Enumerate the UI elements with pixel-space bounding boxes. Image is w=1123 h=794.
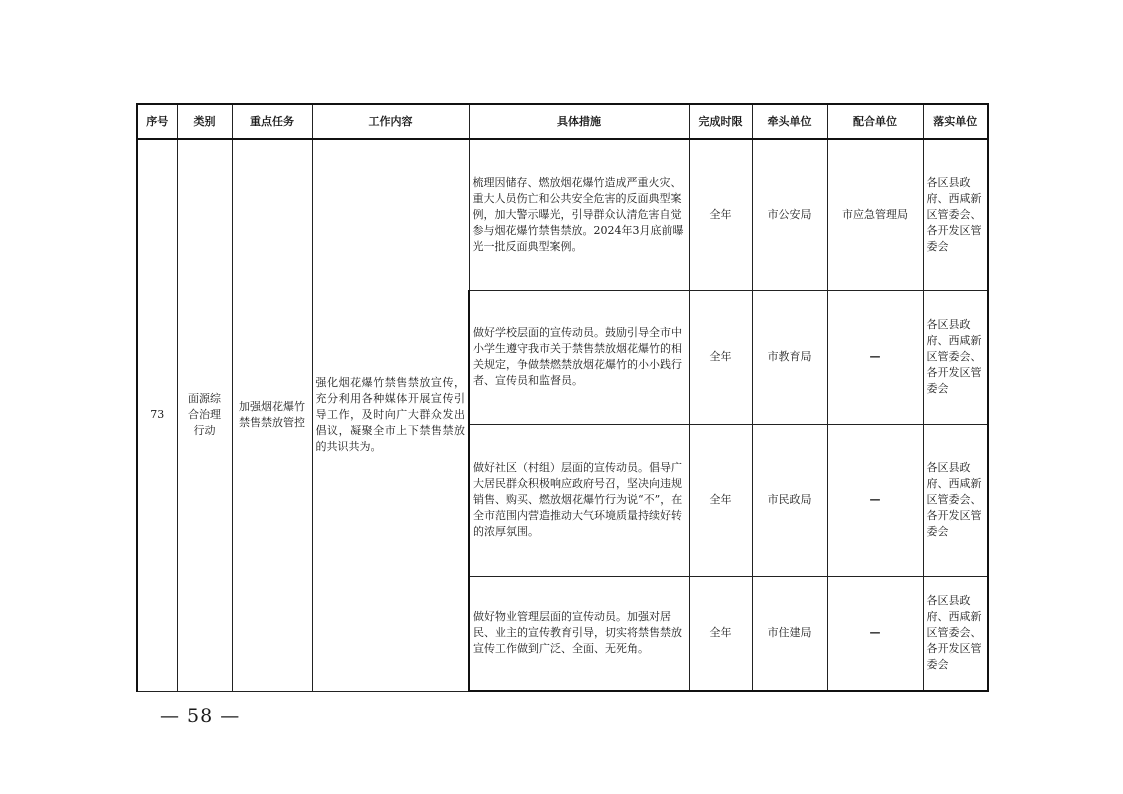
header-category: 类别 — [177, 104, 232, 139]
header-lead: 牵头单位 — [752, 104, 827, 139]
header-content: 工作内容 — [312, 104, 469, 139]
header-coop: 配合单位 — [827, 104, 923, 139]
impl-cell: 各区县政府、西咸新区管委会、各开发区管委会 — [923, 139, 988, 290]
impl-cell: 各区县政府、西咸新区管委会、各开发区管委会 — [923, 424, 988, 576]
coop-cell: 市应急管理局 — [827, 139, 923, 290]
header-row — [137, 104, 988, 139]
lead-cell: 市民政局 — [752, 424, 827, 576]
seq-cell: 73 — [137, 139, 177, 691]
coop-cell: — — [827, 424, 923, 576]
measure-cell: 做好学校层面的宣传动员。鼓励引导全市中小学生遵守我市关于禁售禁放烟花爆竹的相关规定，争做禁燃禁放烟花爆竹的小小践行者、宣传员和监督员。 — [469, 290, 689, 424]
header-deadline: 完成时限 — [689, 104, 752, 139]
measure-cell: 梳理因储存、燃放烟花爆竹造成严重火灾、重大人员伤亡和公共安全危害的反面典型案例，加大警示曝光，引导群众认清危害自觉参与烟花爆竹禁售禁放。2024年3月底前曝光一批反面典型案例。 — [469, 139, 689, 290]
header-measure: 具体措施 — [469, 104, 689, 139]
deadline-cell: 全年 — [689, 290, 752, 424]
impl-cell: 各区县政府、西咸新区管委会、各开发区管委会 — [923, 290, 988, 424]
task-cell: 加强烟花爆竹禁售禁放管控 — [232, 139, 312, 691]
deadline-cell: 全年 — [689, 576, 752, 691]
deadline-cell: 全年 — [689, 139, 752, 290]
table-row — [137, 139, 988, 290]
header-task: 重点任务 — [232, 104, 312, 139]
content-cell: 强化烟花爆竹禁售禁放宣传，充分利用各种媒体开展宣传引导工作，及时向广大群众发出倡议，凝聚全市上下禁售禁放的共识共为。 — [312, 139, 469, 691]
task-table — [136, 103, 989, 692]
measure-cell: 做好物业管理层面的宣传动员。加强对居民、业主的宣传教育引导，切实将禁售禁放宣传工作做到广泛、全面、无死角。 — [469, 576, 689, 691]
impl-cell: 各区县政府、西咸新区管委会、各开发区管委会 — [923, 576, 988, 691]
category-cell: 面源综合治理行动 — [177, 139, 232, 691]
lead-cell: 市公安局 — [752, 139, 827, 290]
header-seq: 序号 — [137, 104, 177, 139]
page-number: — 58 — — [160, 705, 241, 727]
deadline-cell: 全年 — [689, 424, 752, 576]
coop-cell: — — [827, 290, 923, 424]
measure-cell: 做好社区（村组）层面的宣传动员。倡导广大居民群众积极响应政府号召，坚决向违规销售、购买、燃放烟花爆竹行为说“不”，在全市范围内营造推动大气环境质量持续好转的浓厚氛围。 — [469, 424, 689, 576]
lead-cell: 市教育局 — [752, 290, 827, 424]
header-impl: 落实单位 — [923, 104, 988, 139]
lead-cell: 市住建局 — [752, 576, 827, 691]
coop-cell: — — [827, 576, 923, 691]
